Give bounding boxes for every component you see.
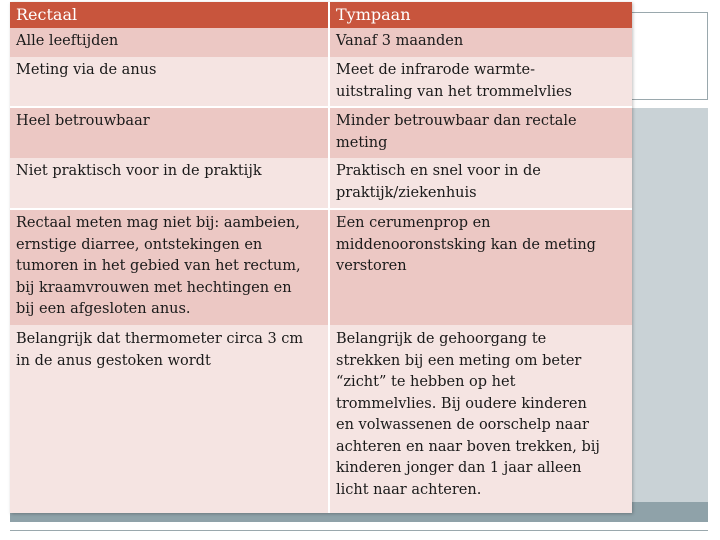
cell-rectaal-age: Alle leeftijden [10,28,330,57]
cell-tympaan-method: Meet de infrarode warmte- uitstraling van het trommelvlies [330,57,632,108]
cell-rectaal-practical: Niet praktisch voor in de praktijk [10,158,330,210]
cell-rectaal-method: Meting via de anus [10,57,330,108]
header-rectaal: Rectaal [10,2,330,28]
slide-bottom-line [10,530,708,531]
cell-tympaan-contraindications: Een cerumenprop en middenooronstsking kan de meting verstoren [330,210,632,325]
cell-tympaan-age: Vanaf 3 maanden [330,28,632,57]
cell-rectaal-important: Belangrijk dat thermometer circa 3 cm in de anus gestoken wordt [10,325,330,513]
header-tympaan: Tympaan [330,2,632,28]
comparison-table [10,2,632,513]
cell-tympaan-practical: Praktisch en snel voor in de praktijk/ziekenhuis [330,158,632,210]
cell-rectaal-contraindications: Rectaal meten mag niet bij: aambeien, ernstige diarree, ontstekingen en tumoren in het gebied van het rectum, bij kraamvrouwen met hechtingen en bij een afgesloten anus. [10,210,330,325]
cell-rectaal-reliability: Heel betrouwbaar [10,108,330,158]
cell-tympaan-reliability: Minder betrouwbaar dan rectale meting [330,108,632,158]
cell-tympaan-important: Belangrijk de gehoorgang te strekken bij een meting om beter “zicht” te hebben op het trommelvlies. Bij oudere kinderen en volwassenen de oorschelp naar achteren en naar boven trekken, bij kinderen jonger dan 1 jaar alleen licht naar achteren. [330,325,632,513]
